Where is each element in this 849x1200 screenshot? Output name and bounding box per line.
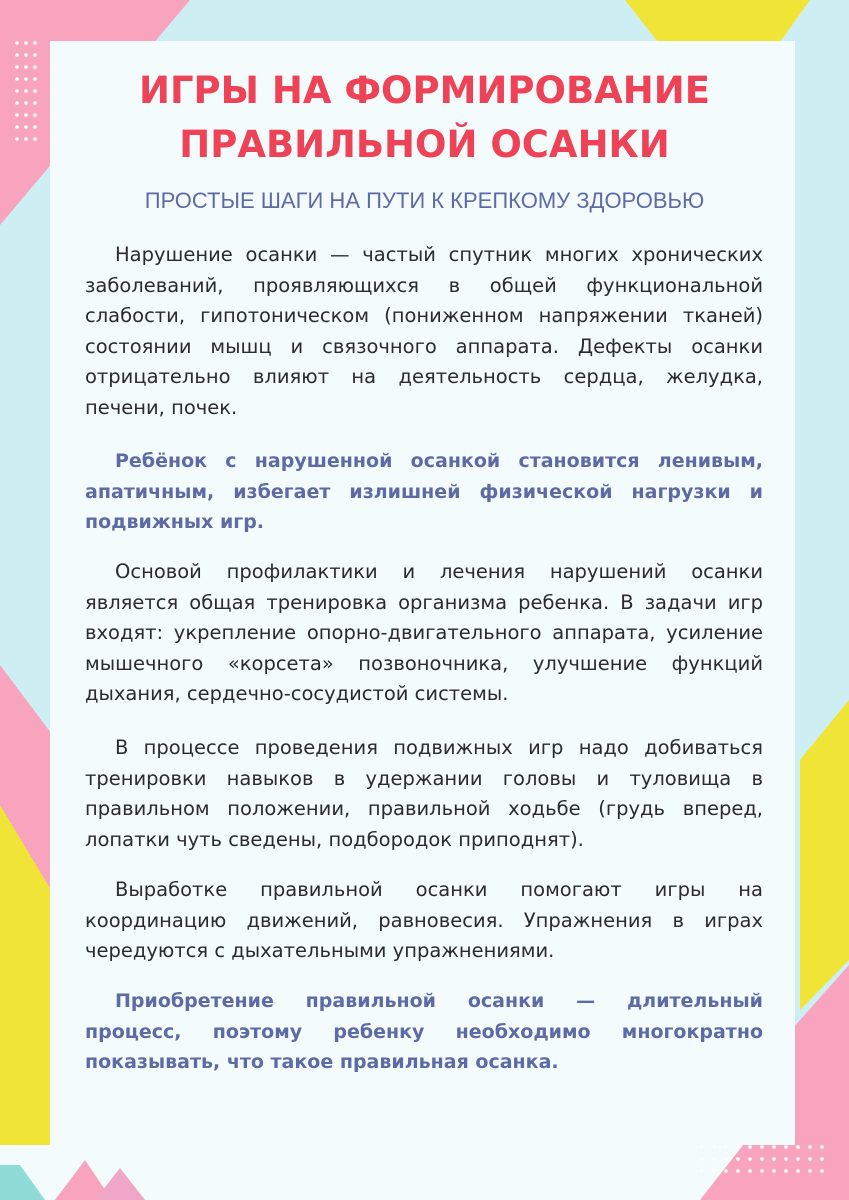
dot-grid-bottom-right xyxy=(698,1143,828,1183)
page-title xyxy=(0,64,849,172)
paragraph-skills-training: В процессе проведения подвижных игр надо добиваться тренировки навыков в удержании головы и туловища в правильном положении, правильной ходьбе (грудь вперед, лопатки чуть сведены, подбородок приподнят). xyxy=(85,736,763,851)
paragraph-long-process-highlight: Приобретение правильной осанки — длительный процесс, поэтому ребенку необходимо многократно показывать, что такое правильная осанка. xyxy=(85,990,763,1074)
paragraph-coordination-games: Выработке правильной осанки помогают игры на координацию движений, равновесия. Упражнения в играх чередуются с дыхательными упражнениями. xyxy=(85,878,763,963)
title-line-2: ПРАВИЛЬНОЙ ОСАНКИ xyxy=(179,123,670,166)
page-subtitle: ПРОСТЫЕ ШАГИ НА ПУТИ К КРЕПКОМУ ЗДОРОВЬЮ xyxy=(144,188,705,213)
paragraph-prevention-basis: Основой профилактики и лечения нарушений осанки является общая тренировка организма ребенка. В задачи игр входят: укрепление опорно-двигательного аппарата, усиление мышечного «корсета» позвоночника, улучшение функций дыхания, сердечно-сосудистой системы. xyxy=(85,560,763,706)
title-line-1: ИГРЫ НА ФОРМИРОВАНИЕ xyxy=(138,69,711,112)
paragraph-posture-disorders: Нарушение осанки — частый спутник многих хронических заболеваний, проявляющихся в общей функциональной слабости, гипотоническом (пониженном напряжении тканей) состоянии мышц и связочного аппарата. Дефекты осанки отрицательно влияют на деятельность сердца, желудка, печени, почек. xyxy=(85,243,763,419)
paragraph-lazy-child-highlight: Ребёнок с нарушенной осанкой становится ленивым, апатичным, избегает излишней физической нагрузки и подвижных игр. xyxy=(85,450,763,534)
